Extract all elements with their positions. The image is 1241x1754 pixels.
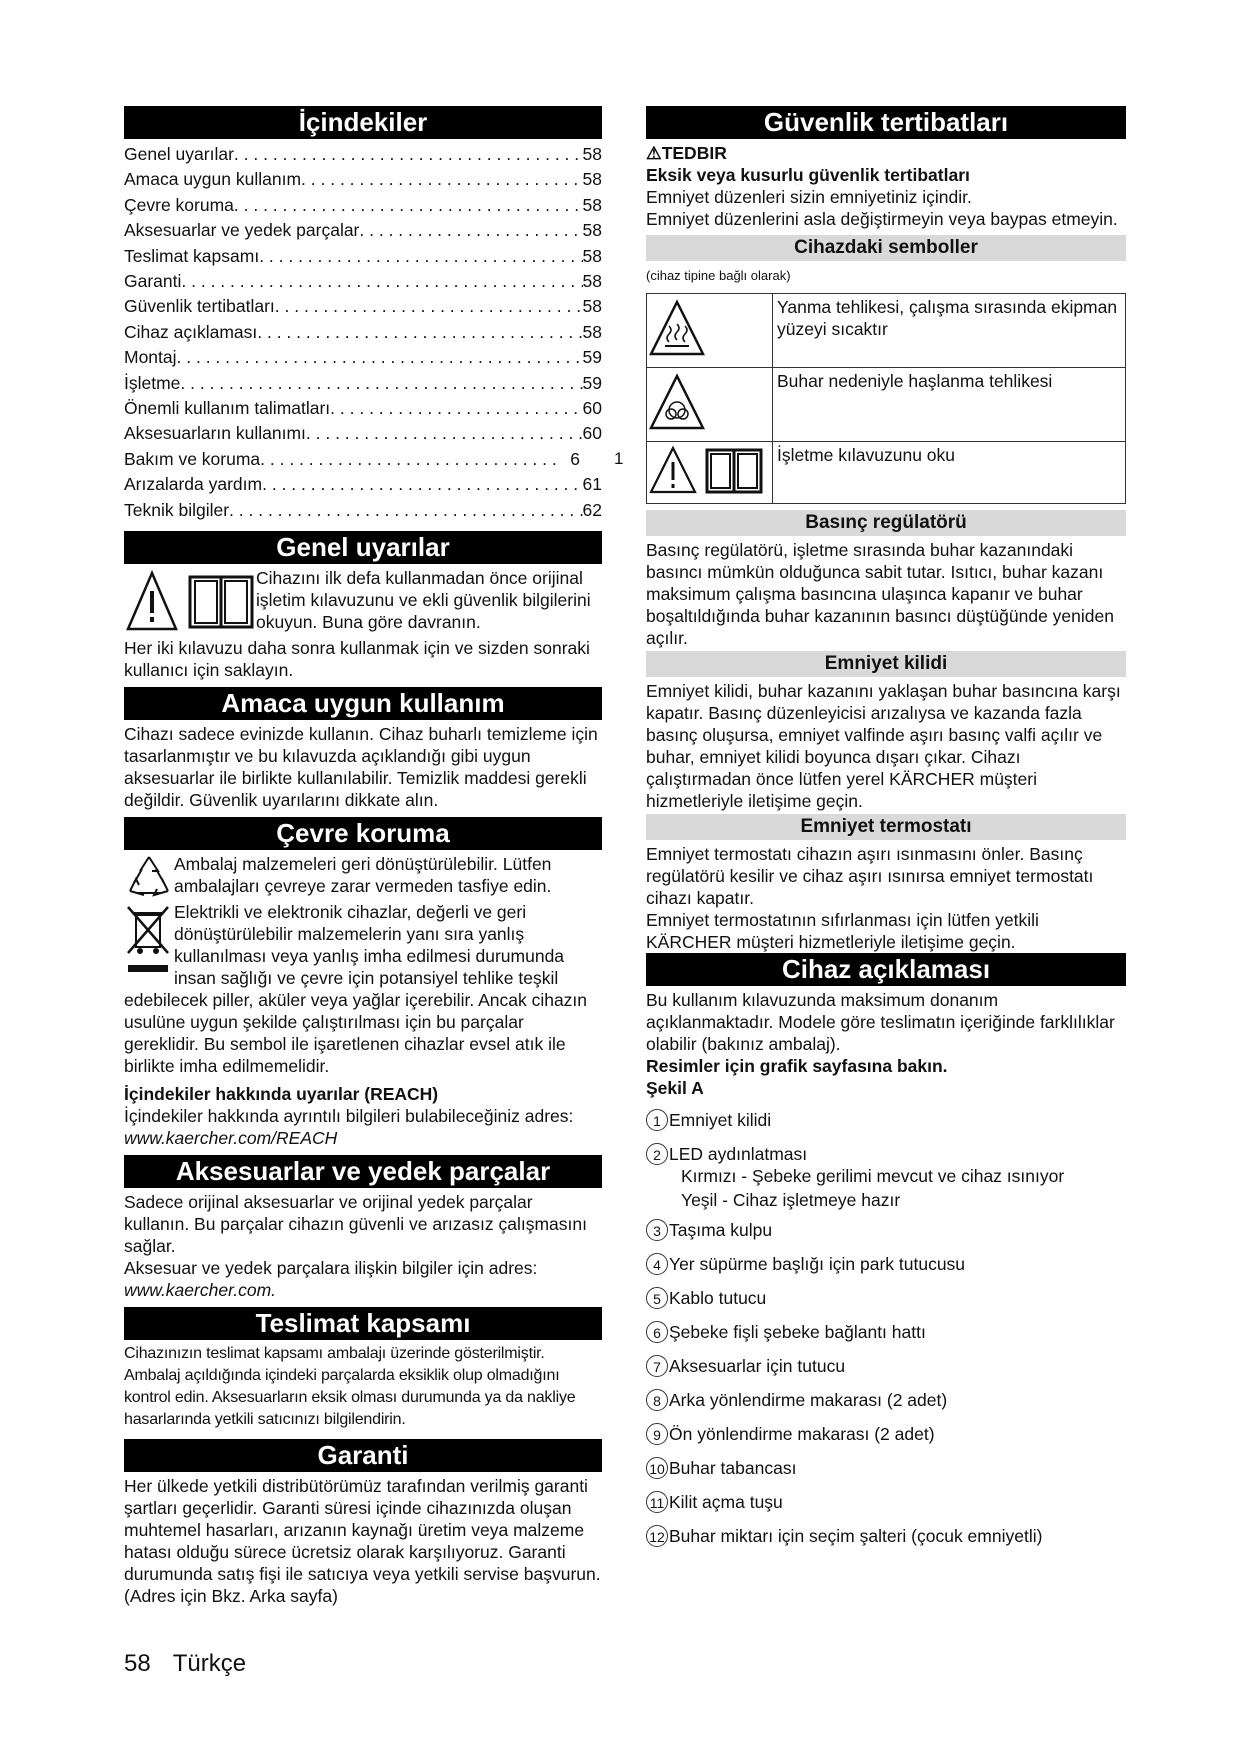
general-notice	[124, 567, 602, 637]
general-heading: Genel uyarılar	[124, 531, 602, 564]
description-heading: Cihaz açıklaması	[646, 953, 1126, 986]
symbols-note: (cihaz tipine bağlı olarak)	[646, 268, 791, 283]
list-item: 10 Buhar tabancası	[646, 1457, 1126, 1479]
steam-scald-label: Buhar nedeniyle haşlanma tehlikesi	[773, 368, 1126, 442]
delivery-heading: Teslimat kapsamı	[124, 1307, 602, 1340]
hot-surface-label: Yanma tehlikesi, çalışma sırasında ekipman yüzeyi sıcaktır	[773, 294, 1126, 368]
description-text: Bu kullanım kılavuzunda maksimum donanım açıklanmaktadır. Modele göre teslimatın içeriğinde farklılıklar olabilir (bakınız ambalaj).	[646, 990, 1115, 1054]
component-list	[646, 1109, 1126, 1547]
list-item: 7 Aksesuarlar için tutucu	[646, 1355, 1126, 1377]
reach-title: İçindekiler hakkında uyarılar (REACH)	[124, 1084, 439, 1105]
intended-text: Cihazı sadece evinizde kullanın. Cihaz buharlı temizleme için tasarlanmıştır ve bu kılavuzda açıklandığı gibi uygun aksesuarlar ile birlikte kullanılabilir. Temizlik maddesi gerekli değildir. Güvenlik uyarılarını dikkate alın.	[124, 724, 598, 811]
safety-text-2: Emniyet düzenlerini asla değiştirmeyin veya baypas etmeyin.	[646, 209, 1118, 229]
list-item: 5 Kablo tutucu	[646, 1287, 1126, 1309]
symbol-row	[647, 368, 1126, 442]
reach-link[interactable]: www.kaercher.com/REACH	[124, 1128, 338, 1149]
toc-entry: Teknik bilgiler . . . 62	[124, 498, 602, 523]
toc-entry: Amaca uygun kullanım . . . 58	[124, 167, 602, 192]
toc-entry: Güvenlik tertibatları . . . 58	[124, 294, 602, 319]
weee-text: Elektrikli ve elektronik cihazlar, değerli ve geri dönüştürülebilir malzemelerin yanı sıra yanlış kullanılması veya yanlış imha edilmesi durumunda insan sağlığı ve çevre için potansiyel tehlike teşkil edebilecek piller, aküler veya yağlar içerebilir. Ancak cihazın usulüne uygun şekilde çalıştırılması için bu parçalar gereklidir. Bu sembol ile işaretlenen cihazlar evsel atık ile birlikte imha edilmemelidir.	[124, 902, 588, 1077]
thermostat-text-2: Emniyet termostatının sıfırlanması için lütfen yetkili KÄRCHER müşteri hizmetleriyle iletişime geçin.	[646, 910, 1039, 952]
toc-entry: Çevre koruma . . . 58	[124, 193, 602, 218]
warning-manual-icon	[124, 567, 256, 637]
toc-entry: Teslimat kapsamı . . . 58	[124, 244, 602, 269]
accessories-text-1: Sadece orijinal aksesuarlar ve orijinal yedek parçalar kullanın. Bu parçalar cihazın güvenli ve arızasız çalışmasını sağlar.	[124, 1192, 587, 1257]
list-item: 4 Yer süpürme başlığı için park tutucusu	[646, 1253, 1126, 1275]
intended-heading: Amaca uygun kullanım	[124, 687, 602, 720]
pressure-heading: Basınç regülatörü	[646, 510, 1126, 536]
symbols-heading: Cihazdaki semboller	[646, 235, 1126, 261]
toc-entry: Bakım ve koruma . . . 6	[124, 447, 602, 472]
accessories-link[interactable]: www.kaercher.com.	[124, 1280, 277, 1301]
thermostat-heading: Emniyet termostatı	[646, 814, 1126, 840]
environment-heading: Çevre koruma	[124, 817, 602, 850]
description-figure-label: Şekil A	[646, 1078, 704, 1098]
list-item: 1 Emniyet kilidi	[646, 1109, 1126, 1131]
pressure-text: Basınç regülatörü, işletme sırasında buhar kazanındaki basıncı mümkün olduğunca sabit tutar. Isıtıcı, buhar kazanı maksimum çalışma basıncına ulaşınca kapanır ve buhar boşaltıldığında buhar kazanının basıncı düştüğünde yeniden açılır.	[646, 540, 1114, 648]
delivery-text: Cihazınızın teslimat kapsamı ambalajı üzerinde gösterilmiştir. Ambalaj açıldığında içindeki parçalarda eksiklik olup olmadığını kontrol edin. Aksesuarların eksik olması durumunda ya da nakliye hasarlarında yetkili satıcınızı bilgilendirin.	[124, 1345, 576, 1429]
toc-entry: İşletme . . . 59	[124, 371, 602, 396]
recycle-text: Ambalaj malzemeleri geri dönüştürülebilir. Lütfen ambalajları çevreye zarar vermeden tasfiye edin.	[174, 854, 552, 897]
recycle-notice	[124, 853, 602, 901]
warranty-address: (Adres için Bkz. Arka sayfa)	[124, 1586, 338, 1607]
read-manual-icon	[649, 444, 767, 496]
symbol-row	[647, 442, 1126, 504]
toc-entry: Aksesuarların kullanımı . . . 60	[124, 421, 602, 446]
reach-text: İçindekiler hakkında ayrıntılı bilgileri bulabileceğiniz adres: www.kaercher.com/REACH	[124, 1106, 574, 1149]
general-text-2: Her iki kılavuzu daha sonra kullanmak için ve sizden sonraki kullanıcı için saklayın.	[124, 638, 590, 681]
steam-scald-icon	[649, 370, 705, 434]
lock-text: Emniyet kilidi, buhar kazanını yaklaşan buhar basıncına karşı kapatır. Basınç düzenleyicisi arızalıysa ve kazanda fazla basınç oluşursa, emniyet valfinde aşırı basınç valfi açılır ve buhar, emniyet kilidi boyunca dışarı çıkar. Cihazı çalıştırmadan önce lütfen yerel KÄRCHER müşteri hizmetleriyle iletişime geçin.	[646, 681, 1121, 811]
list-item: 11 Kilit açma tuşu	[646, 1491, 1126, 1513]
list-item: 2 LED aydınlatması Kırmızı - Şebeke gerilimi mevcut ve cihaz ısınıyor Yeşil - Cihaz işletmeye hazır	[646, 1143, 1126, 1211]
caution-subtitle: Eksik veya kusurlu güvenlik tertibatları	[646, 165, 970, 185]
page-number: 58	[124, 1650, 151, 1677]
general-text-1: Cihazını ilk defa kullanmadan önce orijinal işletim kılavuzunu ve ekli güvenlik bilgilerini okuyun. Buna göre davranın.	[256, 568, 591, 633]
read-manual-label: İşletme kılavuzunu oku	[773, 442, 1126, 504]
left-column	[124, 106, 602, 1607]
language-label: Türkçe	[172, 1650, 247, 1677]
symbol-row	[647, 294, 1126, 368]
warranty-heading: Garanti	[124, 1439, 602, 1472]
caution-label: ⚠TEDBIR	[646, 143, 727, 163]
list-item: 8 Arka yönlendirme makarası (2 adet)	[646, 1389, 1126, 1411]
right-column	[646, 106, 1126, 1559]
recycle-icon	[124, 853, 174, 901]
thermostat-text-1: Emniyet termostatı cihazın aşırı ısınmasını önler. Basınç regülatörü kesilir ve cihaz aşırı ısınırsa emniyet termostatı cihazı kapatır.	[646, 844, 1094, 908]
toc-entry: Cihaz açıklaması . . . 58	[124, 320, 602, 345]
toc-entry: Montaj . . . 59	[124, 345, 602, 370]
toc-entry: Genel uyarılar . . . 58	[124, 142, 602, 167]
description-graphics-note: Resimler için grafik sayfasına bakın.	[646, 1056, 948, 1076]
page-footer	[124, 1650, 268, 1678]
accessories-text-2: Aksesuar ve yedek parçalara ilişkin bilgiler için adres:	[124, 1258, 538, 1279]
hot-surface-icon	[649, 296, 705, 360]
list-item: 3 Taşıma kulpu	[646, 1219, 1126, 1241]
accessories-heading: Aksesuarlar ve yedek parçalar	[124, 1155, 602, 1188]
lock-heading: Emniyet kilidi	[646, 651, 1126, 677]
stray-digit: 1	[614, 449, 624, 468]
list-item: 9 Ön yönlendirme makarası (2 adet)	[646, 1423, 1126, 1445]
table-of-contents	[124, 142, 602, 523]
list-item: 6 Şebeke fişli şebeke bağlantı hattı	[646, 1321, 1126, 1343]
toc-heading: İçindekiler	[124, 106, 602, 139]
symbols-table	[646, 293, 1126, 504]
toc-entry: Garanti . . . 58	[124, 269, 602, 294]
safety-text-1: Emniyet düzenleri sizin emniyetiniz içindir.	[646, 187, 972, 207]
weee-notice	[124, 901, 602, 1077]
toc-entry: Aksesuarlar ve yedek parçalar . . . 58	[124, 218, 602, 243]
list-item: 12 Buhar miktarı için seçim şalteri (çocuk emniyetli)	[646, 1525, 1126, 1547]
crossed-bin-icon	[124, 901, 174, 981]
safety-heading: Güvenlik tertibatları	[646, 106, 1126, 139]
toc-entry: Önemli kullanım talimatları . . . 60	[124, 396, 602, 421]
warranty-text: Her ülkede yetkili distribütörümüz tarafından verilmiş garanti şartları geçerlidir. Garanti süresi içinde cihazınızda oluşan muhtemel hasarları, arızanın kaynağı üretim veya malzeme hatası olduğu sürece ücretsiz olarak karşılıyoruz. Garanti durumunda satış fişi ile satıcıya veya yetkili servise başvurun.	[124, 1476, 601, 1585]
toc-entry: Arızalarda yardım . . . 61	[124, 472, 602, 497]
